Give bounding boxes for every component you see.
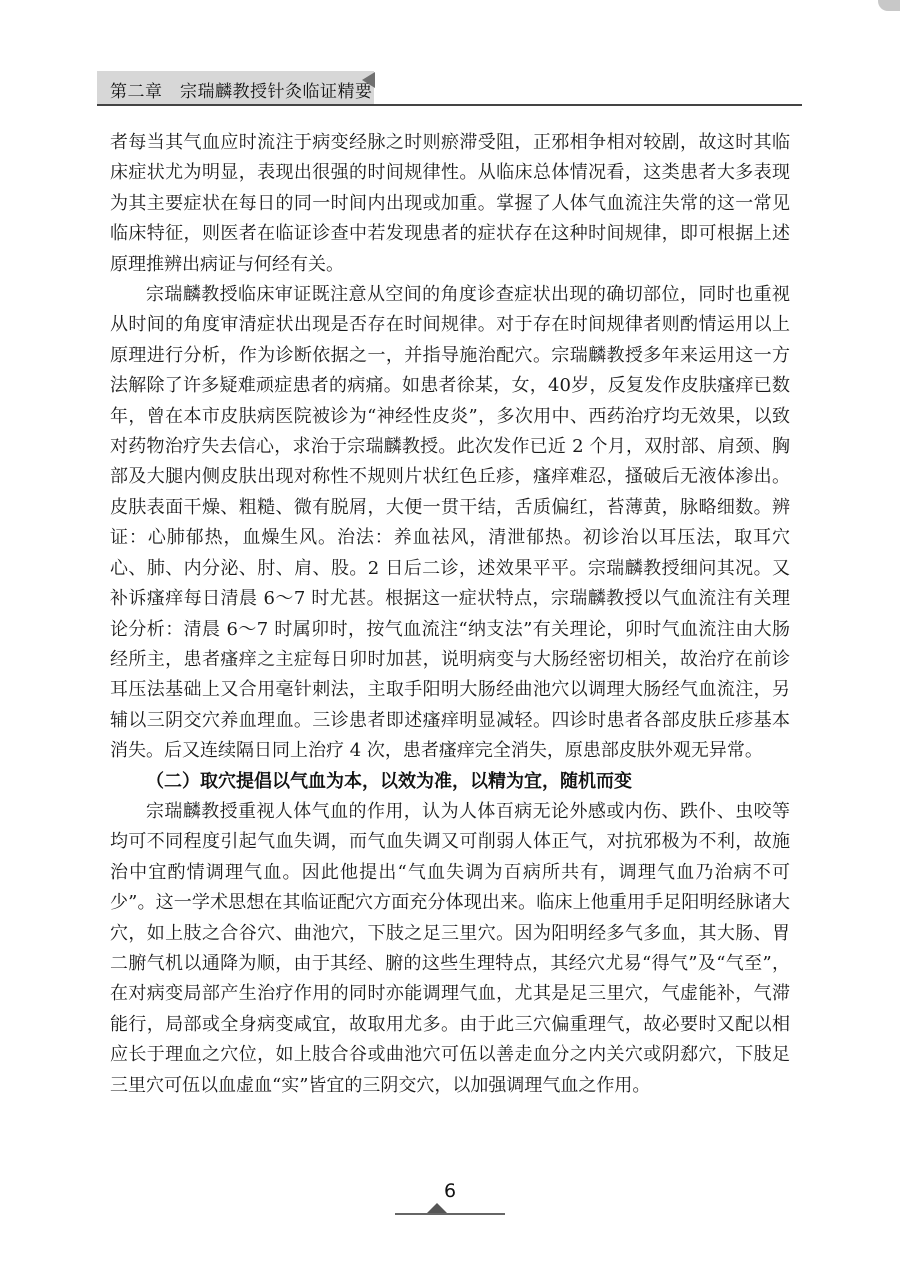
- corner-mark: [878, 0, 900, 11]
- header-arrow-icon: [362, 72, 375, 88]
- body-text: [110, 128, 790, 1101]
- paragraph-2: 宗瑞麟教授临床审证既注意从空间的角度诊查症状出现的确切部位，同时也重视从时间的角度审清症状出现是否存在时间规律。对于存在时间规律者则酌情运用以上原理进行分析，作为诊断依据之一，并指导施治配穴。宗瑞麟教授多年来运用这一方法解除了许多疑难顽症患者的病痛。如患者徐某，女，40岁，反复发作皮肤瘙痒已数年，曾在本市皮肤病医院被诊为“神经性皮炎”，多次用中、西药治疗均无效果，以致对药物治疗失去信心，求治于宗瑞麟教授。此次发作已近 2 个月，双肘部、肩颈、胸部及大腿内侧皮肤出现对称性不规则片状红色丘疹，瘙痒难忍，搔破后无液体渗出。皮肤表面干燥、粗糙、微有脱屑，大便一贯干结，舌质偏红，苔薄黄，脉略细数。辨证：心肺郁热，血燥生风。治法：养血祛风，清泄郁热。初诊治以耳压法，取耳穴心、肺、内分泌、肘、肩、股。2 日后二诊，述效果平平。宗瑞麟教授细问其况。又补诉瘙痒每日清晨 6～7 时尤甚。根据这一症状特点，宗瑞麟教授以气血流注有关理论分析：清晨 6～7 时属卯时，按气血流注“纳支法”有关理论，卯时气血流注由大肠经所主，患者瘙痒之主症每日卯时加甚，说明病变与大肠经密切相关，故治疗在前诊耳压法基础上又合用毫针刺法，主取手阳明大肠经曲池穴以调理大肠经气血流注，另辅以三阴交穴养血理血。三诊患者即述瘙痒明显减轻。四诊时患者各部皮肤丘疹基本消失。后又连续隔日同上治疗 4 次，患者瘙痒完全消失，原患部皮肤外观无异常。: [110, 284, 790, 762]
- page-number: 6: [443, 1180, 457, 1202]
- chapter-title: 第二章 宗瑞麟教授针灸临证精要: [110, 82, 373, 102]
- chapter-header: [97, 71, 374, 104]
- header-divider: [97, 104, 802, 106]
- paragraph-1: 者每当其气血应时流注于病变经脉之时则瘀滞受阻，正邪相争相对较剧，故这时其临床症状尤为明显，表现出很强的时间规律性。从临床总体情况看，这类患者大多表现为其主要症状在每日的同一时间内出现或加重。掌握了人体气血流注失常的这一常见临床特征，则医者在临证诊查中若发现患者的症状存在这种时间规律，即可根据上述原理推辨出病证与何经有关。: [110, 132, 790, 275]
- paragraph-3: 宗瑞麟教授重视人体气血的作用，认为人体百病无论外感或内伤、跌仆、虫咬等均可不同程度引起气血失调，而气血失调又可削弱人体正气，对抗邪极为不利，故施治中宜酌情调理气血。因此他提出“气血失调为百病所共有，调理气血乃治病不可少”。这一学术思想在其临证配穴方面充分体现出来。临床上他重用手足阳明经脉诸大穴，如上肢之合谷穴、曲池穴，下肢之足三里穴。因为阳明经多气多血，其大肠、胃二腑气机以通降为顺，由于其经、腑的这些生理特点，其经穴尤易“得气”及“气至”，在对病变局部产生治疗作用的同时亦能调理气血，尤其是足三里穴，气虚能补，气滞能行，局部或全身病变咸宜，故取用尤多。由于此三穴偏重理气，故必要时又配以相应长于理血之穴位，如上肢合谷或曲池穴可伍以善走血分之内关穴或阴郄穴，下肢足三里穴可伍以血虚血“实”皆宜的三阴交穴，以加强调理气血之作用。: [110, 800, 790, 1096]
- page-marker-icon: [427, 1203, 447, 1213]
- footer-divider: [395, 1213, 505, 1215]
- section-heading: （二）取穴提倡以气血为本，以效为准，以精为宜，随机而变: [146, 770, 632, 792]
